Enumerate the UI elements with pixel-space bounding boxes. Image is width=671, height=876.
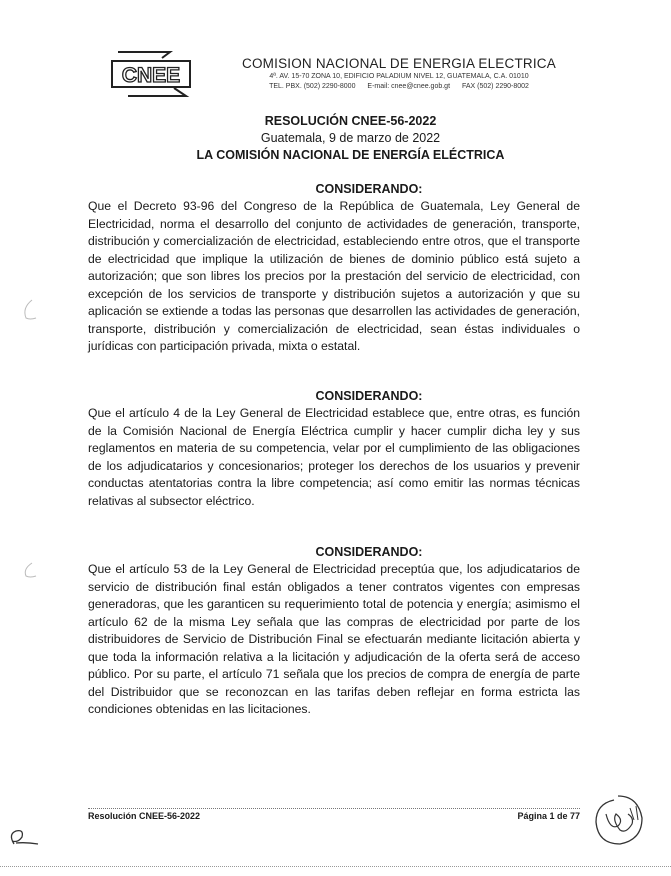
- section-text: Que el Decreto 93-96 del Congreso de la República de Guatemala, Ley General de Electricidad, norma el desarrollo del conjunto de actividades de generación, transporte, distribución y comercialización de electricidad, estableciendo entre otros, que el transporte de electricidad que implique la utilización de bienes de dominio público está sujeto a autorización; que son libres los precios por la prestación del servicio de electricidad, con excepción de los servicios de transporte y distribución sujetos a autorización y que su aplicación se extiende a todas las personas que desarrollen las actividades de generación, transporte, distribución y comercialización de electricidad, sean éstas individuales o jurídicas con participación privada, mixta o estatal.: [88, 199, 580, 353]
- letterhead: [229, 56, 569, 91]
- org-fax: FAX (502) 2290-8002: [461, 83, 529, 90]
- org-name: COMISION NACIONAL DE ENERGIA ELECTRICA: [242, 56, 556, 71]
- resolution-title: RESOLUCIÓN CNEE-56-2022: [264, 114, 437, 128]
- margin-mark-icon: [18, 298, 40, 322]
- bottom-rule: [0, 866, 671, 867]
- considerando-section-1: [88, 181, 580, 356]
- section-heading: CONSIDERANDO:: [315, 182, 423, 196]
- footer-page-number: Página 1 de 77: [517, 811, 580, 821]
- footer-resolution-ref: Resolución CNEE-56-2022: [88, 811, 201, 821]
- org-phone: TEL. PBX. (502) 2290-8000: [269, 83, 356, 90]
- title-block: [0, 113, 671, 164]
- org-address: 4ª. AV. 15-70 ZONA 10, EDIFICIO PALADIUM NIVEL 12, GUATEMALA, C.A. 01010: [269, 73, 529, 80]
- margin-mark-icon: [18, 560, 40, 580]
- org-email: E-mail: cnee@cnee.gob.gt: [367, 83, 451, 90]
- logo-text: CNEE: [121, 64, 181, 87]
- handwritten-signature-icon: [588, 790, 648, 850]
- resolution-date: Guatemala, 9 de marzo de 2022: [260, 131, 441, 145]
- handwritten-initial-icon: [6, 826, 42, 850]
- section-heading: CONSIDERANDO:: [315, 389, 423, 403]
- section-text: Que el artículo 4 de la Ley General de Electricidad establece que, entre otras, es función de la Comisión Nacional de Energía Eléctrica cumplir y hacer cumplir dicha ley y sus reglamentos en materia de su competencia, velar por el cumplimiento de las obligaciones de los adjudicatarios y concesionarios; proteger los derechos de los usuarios y prevenir conductas atentatorias contra la libre competencia; así como emitir las normas técnicas relativas al subsector eléctrico.: [88, 406, 580, 508]
- section-text: Que el artículo 53 de la Ley General de Electricidad preceptúa que, los adjudicatarios de servicio de distribución final están obligados a tener contratos vigentes con empresas generadoras, que les garanticen su requerimiento total de potencia y energía; asimismo el artículo 62 de la misma Ley señala que las compras de electricidad por parte de los distribuidores de Servicio de Distribución Final se efectuarán mediante licitación abierta y que toda la información relativa a la licitación y adjudicación de la oferta será de acceso público. Por su parte, el artículo 71 señala que los precios de compra de energía de parte del Distribuidor que se reconozcan en las tarifas deben reflejar en forma estricta las condiciones obtenidas en las licitaciones.: [88, 562, 580, 716]
- considerando-section-2: [88, 388, 580, 510]
- org-contact: [229, 82, 569, 91]
- issuing-body: LA COMISIÓN NACIONAL DE ENERGÍA ELÉCTRICA: [196, 148, 505, 162]
- section-heading: CONSIDERANDO:: [315, 545, 423, 559]
- considerando-section-3: [88, 544, 580, 719]
- cnee-logo: [108, 48, 194, 98]
- footer-rule: [88, 808, 580, 809]
